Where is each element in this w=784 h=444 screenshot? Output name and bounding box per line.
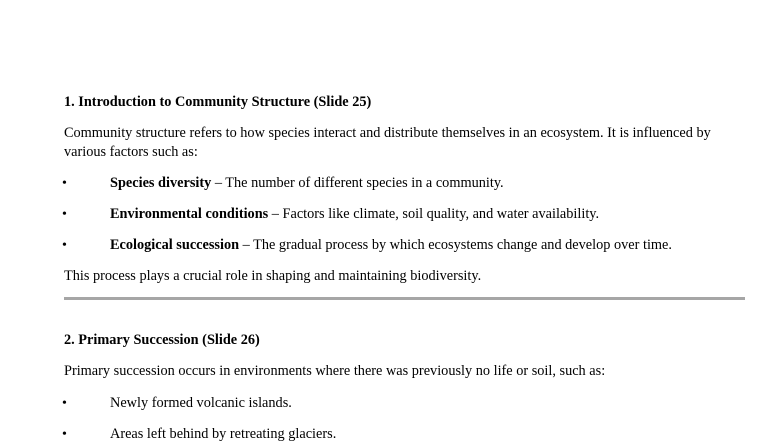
bullet-icon: •	[62, 396, 67, 411]
list-item-term: Species diversity	[110, 175, 212, 191]
section-2-heading: 2. Primary Succession (Slide 26)	[64, 332, 260, 348]
bullet-icon: •	[62, 238, 67, 253]
document-page	[64, 0, 744, 441]
list-item-text	[110, 174, 504, 193]
bullet-icon: •	[62, 176, 67, 191]
list-item-description: – The number of different species in a community.	[211, 175, 504, 191]
list-item-description: – Factors like climate, soil quality, and water availability.	[268, 206, 600, 222]
list-item-description: – The gradual process by which ecosystems change and develop over time.	[239, 237, 672, 253]
section-1-intro: Community structure refers to how species interact and distribute themselves in an ecosystem. It is influenced by various factors such as:	[64, 125, 711, 160]
section-2-intro: Primary succession occurs in environments where there was previously no life or soil, such as:	[64, 363, 606, 379]
list-item-text: Areas left behind by retreating glaciers.	[110, 426, 337, 442]
horizontal-divider	[64, 297, 745, 300]
bullet-icon: •	[62, 207, 67, 222]
list-item-term: Environmental conditions	[110, 206, 269, 222]
list-item-term: Ecological succession	[110, 237, 240, 253]
list-item-text	[110, 236, 672, 255]
list-item-text	[110, 205, 599, 224]
list-item-text: Newly formed volcanic islands.	[110, 395, 292, 411]
bullet-icon: •	[62, 427, 67, 442]
section-1-heading: 1. Introduction to Community Structure (Slide 25)	[64, 94, 372, 110]
section-1-closing: This process plays a crucial role in shaping and maintaining biodiversity.	[64, 268, 482, 284]
